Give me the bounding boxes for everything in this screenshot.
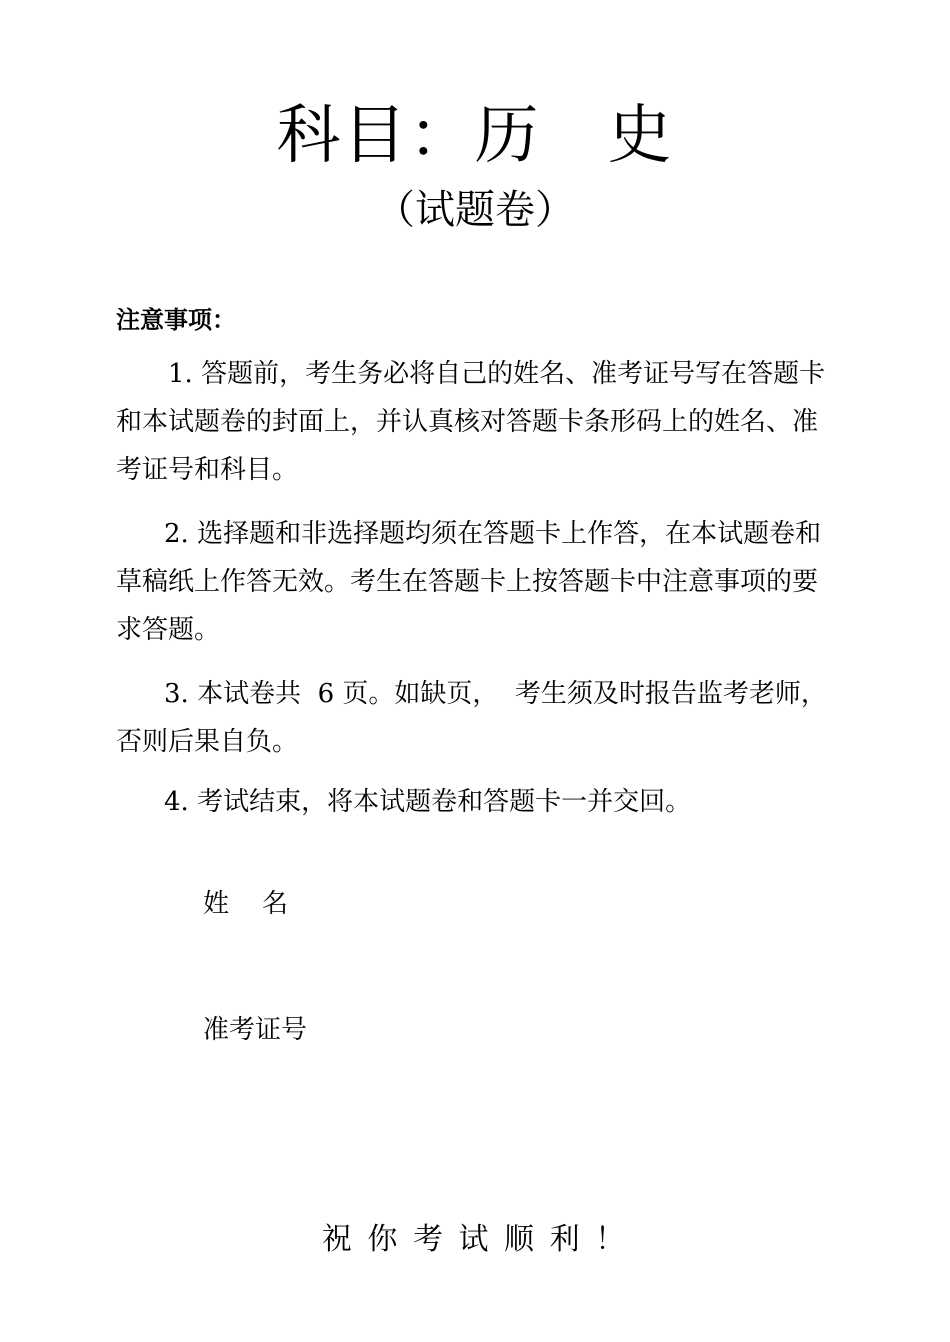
name-field-label: 姓 名 <box>203 889 289 919</box>
notice-item-2: 2. 选择题和非选择题均须在答题卡上作答，在本试题卷和草稿纸上作答无效。考生在答题卡上按答题卡中注意事项的要求答题。 <box>116 519 822 645</box>
paper-type-subtitle: （试题卷） <box>375 187 575 233</box>
notice-item-3: 3. 本试卷共 6 页。如缺页， 考生须及时报告监考老师，否则后果自负。 <box>116 679 827 757</box>
notice-item-1: 1. 答题前，考生务必将自己的姓名、准考证号写在答题卡和本试题卷的封面上，并认真核对答题卡条形码上的姓名、准考证号和科目。 <box>116 359 826 485</box>
subject-title: 科目：历 史 <box>276 99 674 173</box>
notice-item-4: 4. 考试结束，将本试题卷和答题卡一并交回。 <box>164 787 692 817</box>
notice-heading: 注意事项： <box>116 306 236 334</box>
good-luck-message: 祝 你 考 试 顺 利 ！ <box>321 1222 629 1257</box>
exam-id-field-label: 准考证号 <box>203 1015 308 1045</box>
